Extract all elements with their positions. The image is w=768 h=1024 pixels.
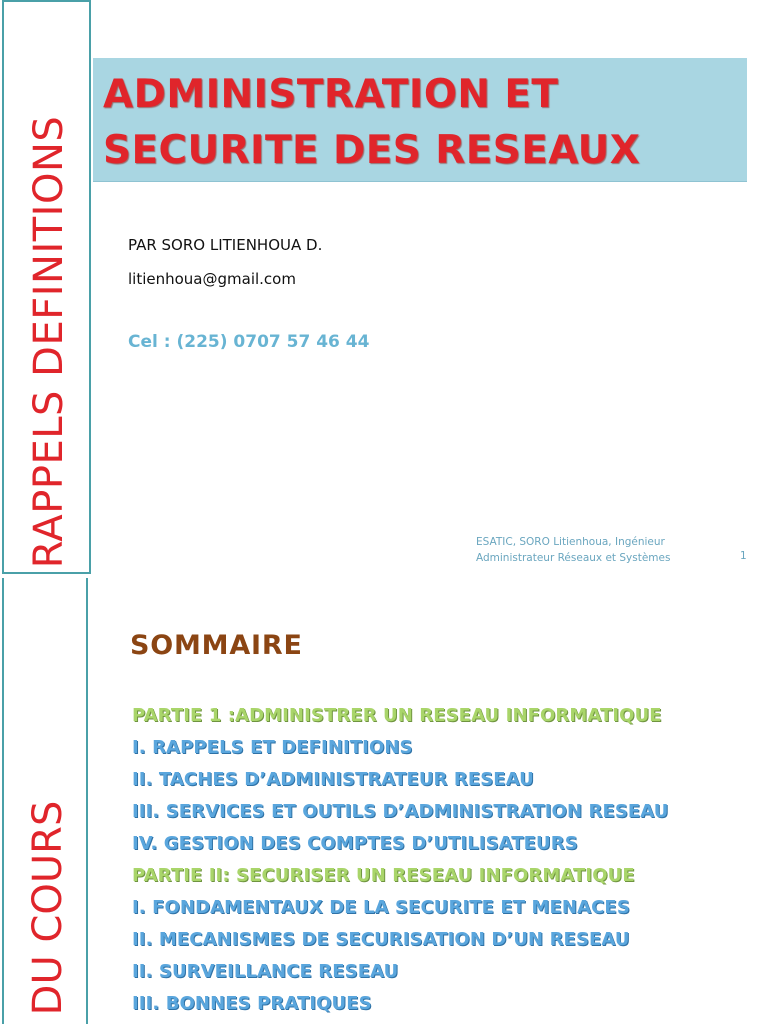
title-line-2: SECURITE DES RESEAUX xyxy=(103,128,641,173)
toc-entry: IV. GESTION DES COMPTES D’UTILISATEURS xyxy=(132,833,578,854)
side-label: DU COURS xyxy=(25,800,71,1016)
author-phone: Cel : (225) 0707 57 46 44 xyxy=(128,332,370,352)
toc-entry: PARTIE 1 :ADMINISTRER UN RESEAU INFORMATIQUE xyxy=(132,705,662,726)
toc-entry: III. SERVICES ET OUTILS D’ADMINISTRATION RESEAU xyxy=(132,801,669,822)
table-of-contents xyxy=(132,700,669,1020)
author-name: PAR SORO LITIENHOUA D. xyxy=(128,236,323,254)
toc-entry: II. SURVEILLANCE RESEAU xyxy=(132,961,399,982)
toc-entry: I. FONDAMENTAUX DE LA SECURITE ET MENACES xyxy=(132,897,630,918)
title-bar xyxy=(93,58,747,182)
sommaire-heading: SOMMAIRE xyxy=(130,630,303,661)
author-email[interactable]: litienhoua@gmail.com xyxy=(128,270,296,288)
side-tab xyxy=(2,0,91,574)
toc-entry: II. MECANISMES DE SECURISATION D’UN RESEAU xyxy=(132,929,630,950)
footer-line-1: ESATIC, SORO Litienhoua, Ingénieur xyxy=(476,536,665,548)
toc-entry: I. RAPPELS ET DEFINITIONS xyxy=(132,737,413,758)
footer-line-2: Administrateur Réseaux et Systèmes xyxy=(476,552,671,564)
side-label: RAPPELS DEFINITIONS xyxy=(26,115,72,569)
toc-entry: II. TACHES D’ADMINISTRATEUR RESEAU xyxy=(132,769,534,790)
page-number: 1 xyxy=(740,550,747,562)
slide-2 xyxy=(0,578,768,1024)
side-tab xyxy=(2,578,88,1024)
toc-entry: PARTIE II: SECURISER UN RESEAU INFORMATIQUE xyxy=(132,865,635,886)
title-line-1: ADMINISTRATION ET xyxy=(103,72,559,117)
toc-entry: III. BONNES PRATIQUES xyxy=(132,993,372,1014)
slide-footer xyxy=(476,534,670,566)
